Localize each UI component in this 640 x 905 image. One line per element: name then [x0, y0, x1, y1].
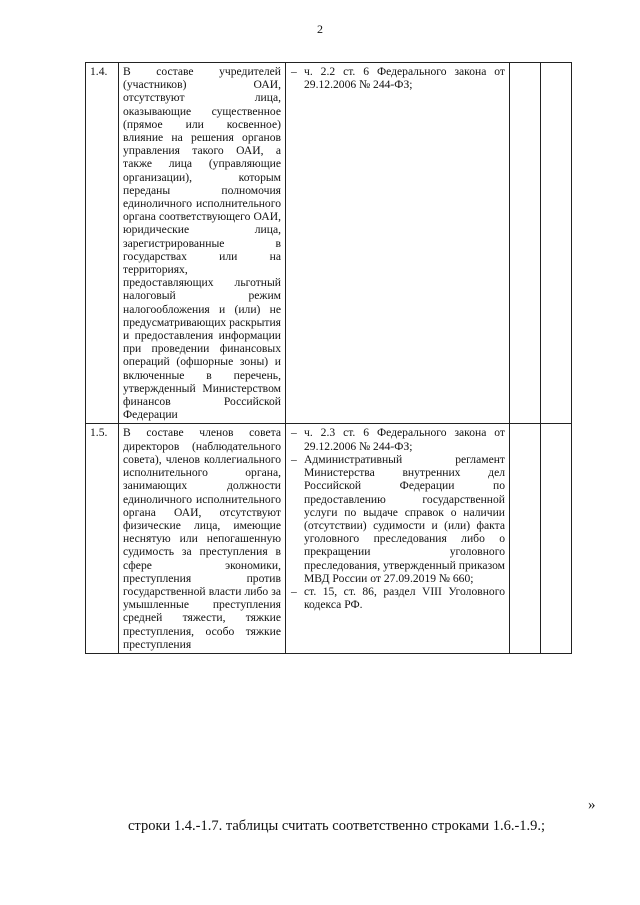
- requirements-table: [85, 62, 572, 654]
- row-number: 1.5.: [86, 424, 119, 653]
- table-row: [86, 424, 572, 653]
- reference-item: – Административный регламент Министерства внутренних дел Российской Федерации по предоставлению государственной услуги по выдаче справок о наличии (отсутствии) судимости и (или) факта уголовного преследования либо о прекращении уголовного преследования, утвержденный приказом МВД России от 27.09.2019 № 660;: [290, 453, 505, 585]
- empty-cell: [541, 63, 572, 424]
- empty-cell: [541, 424, 572, 653]
- empty-cell: [510, 63, 541, 424]
- requirement-text: В составе учредителей (участников) ОАИ, отсутствуют лица, оказывающие существенное (прямое или косвенное) влияние на решения органов управления такого ОАИ, а также лица (управляющие организации), которым переданы полномочия единоличного исполнительного органа соответствующего ОАИ, юридические лица, зарегистрированные в государствах или на территориях, предоставляющих льготный налоговый режим налогообложения и (или) не предусматривающих раскрытия и предоставления информации при проведении финансовых операций (офшорные зоны) и включенные в перечень, утвержденный Министерством финансов Российской Федерации: [119, 63, 286, 424]
- amendment-text: строки 1.4.-1.7. таблицы считать соответственно строками 1.6.-1.9.;: [128, 818, 546, 834]
- closing-quote: »: [588, 797, 596, 813]
- empty-cell: [510, 424, 541, 653]
- legal-references: [286, 63, 510, 424]
- legal-references: [286, 424, 510, 653]
- table-row: [86, 63, 572, 424]
- reference-item: – ч. 2.3 ст. 6 Федерального закона от 29.12.2006 № 244-ФЗ;: [290, 426, 505, 452]
- requirement-text: В составе членов совета директоров (наблюдательного совета), членов коллегиального исполнительного органа, занимающих должности единоличного исполнительного органа ОАИ, отсутствуют физические лица, имеющие неснятую или непогашенную судимость за преступления в сфере экономики, преступления против государственной власти либо за умышленные преступления средней тяжести, тяжкие преступления, особо тяжкие преступления: [119, 424, 286, 653]
- page-number: 2: [317, 22, 323, 36]
- row-number: 1.4.: [86, 63, 119, 424]
- reference-item: – ч. 2.2 ст. 6 Федерального закона от 29.12.2006 № 244-ФЗ;: [290, 65, 505, 91]
- reference-item: – ст. 15, ст. 86, раздел VIII Уголовного кодекса РФ.: [290, 585, 505, 611]
